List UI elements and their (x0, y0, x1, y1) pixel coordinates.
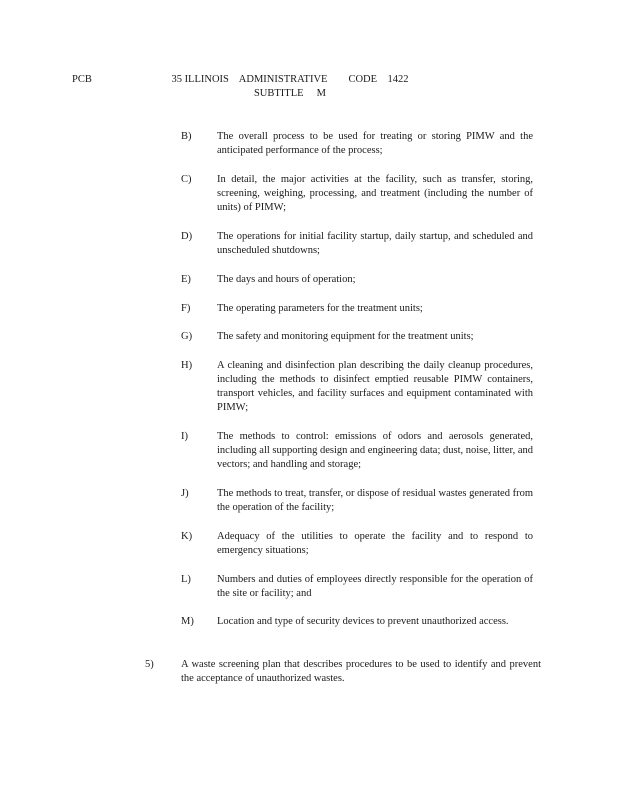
item-text: The methods to control: emissions of odors and aerosols generated, including all supporting design and engineering data; dust, noise, litter, and vectors; and handling and storage; (217, 431, 533, 470)
item-label: M) (181, 616, 194, 627)
item-text: The operations for initial facility startup, daily startup, and scheduled and unscheduled shutdowns; (217, 231, 533, 256)
item-text: Adequacy of the utilities to operate the facility and to respond to emergency situations; (217, 531, 533, 556)
item-text: The overall process to be used for treating or storing PIMW and the anticipated performance of the process; (217, 131, 533, 156)
item-text: A waste screening plan that describes procedures to be used to identify and prevent the acceptance of unauthorized wastes. (181, 659, 541, 684)
header-left: PCB (72, 74, 92, 85)
item-text: The days and hours of operation; (217, 274, 356, 285)
header-title (170, 73, 410, 101)
header-line-2: SUBTITLE M (253, 88, 327, 99)
item-label: D) (181, 231, 193, 242)
item-text: A cleaning and disinfection plan describing the daily cleanup procedures, including the methods to disinfect emptied reusable PIMW containers, transport vehicles, and facility surfaces and equipment contaminated with PIMW; (217, 360, 533, 413)
item-label: E) (181, 274, 191, 285)
item-label: C) (181, 174, 192, 185)
item-label: B) (181, 131, 192, 142)
item-label: J) (181, 488, 189, 499)
item-label: H) (181, 360, 193, 371)
item-text: Numbers and duties of employees directly responsible for the operation of the site or facility; and (217, 574, 533, 599)
item-label: L) (181, 574, 191, 585)
item-text: The methods to treat, transfer, or dispose of residual wastes generated from the operation of the facility; (217, 488, 533, 513)
item-label: F) (181, 303, 191, 314)
item-number: 5) (145, 659, 154, 670)
header-line-1: 35 ILLINOIS ADMINISTRATIVE CODE 1422 (171, 74, 409, 85)
item-label: G) (181, 331, 193, 342)
item-text: The operating parameters for the treatment units; (217, 303, 423, 314)
item-text: Location and type of security devices to prevent unauthorized access. (217, 616, 509, 627)
item-text: In detail, the major activities at the facility, such as transfer, storing, screening, weighing, processing, and treatment (including the number of units) of PIMW; (217, 174, 533, 213)
item-label: K) (181, 531, 193, 542)
item-label: I) (181, 431, 188, 442)
item-text: The safety and monitoring equipment for the treatment units; (217, 331, 474, 342)
